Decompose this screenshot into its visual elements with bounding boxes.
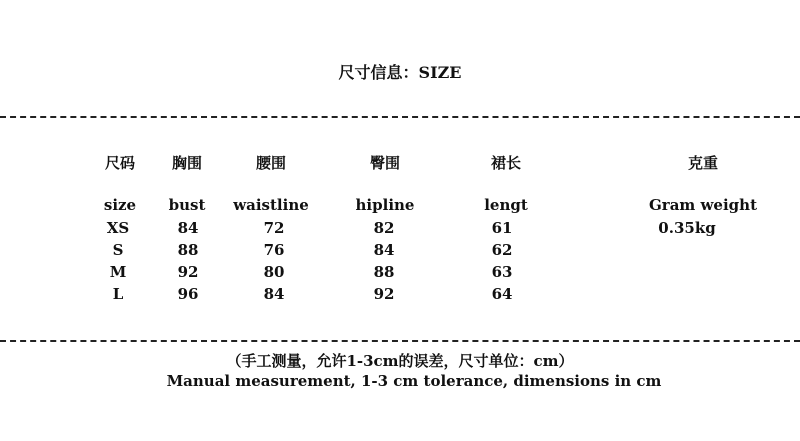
header-zh-length: 裙长 bbox=[490, 154, 522, 172]
header-zh-bust: 胸围 bbox=[171, 154, 203, 172]
table-cell-waist: 76 bbox=[263, 241, 285, 259]
table-cell-size: M bbox=[109, 263, 127, 281]
table-cell-waist: 84 bbox=[263, 285, 285, 303]
dashed-divider-bottom bbox=[0, 340, 800, 342]
header-zh-hip: 臀围 bbox=[369, 154, 401, 172]
table-cell-hip: 82 bbox=[373, 219, 395, 237]
header-en-bust: bust bbox=[168, 196, 206, 214]
table-cell-bust: 96 bbox=[177, 285, 199, 303]
header-zh-size: 尺码 bbox=[104, 154, 136, 172]
header-zh-weight: 克重 bbox=[687, 154, 719, 172]
note-english: Manual measurement, 1-3 cm tolerance, dimensions in cm bbox=[166, 372, 662, 390]
page-title: 尺寸信息：SIZE bbox=[338, 63, 462, 82]
header-en-hip: hipline bbox=[355, 196, 415, 214]
table-cell-length: 64 bbox=[491, 285, 513, 303]
table-cell-length: 61 bbox=[491, 219, 513, 237]
table-cell-hip: 88 bbox=[373, 263, 395, 281]
table-cell-bust: 92 bbox=[177, 263, 199, 281]
table-cell-bust: 84 bbox=[177, 219, 199, 237]
table-cell-hip: 84 bbox=[373, 241, 395, 259]
table-cell-size: XS bbox=[106, 219, 130, 237]
header-en-size: size bbox=[103, 196, 137, 214]
table-cell-bust: 88 bbox=[177, 241, 199, 259]
table-cell-weight: 0.35kg bbox=[658, 219, 716, 237]
table-cell-size: S bbox=[112, 241, 124, 259]
table-cell-length: 62 bbox=[491, 241, 513, 259]
dashed-divider-top bbox=[0, 116, 800, 118]
note-chinese: （手工测量，允许1-3cm的误差，尺寸单位：cm） bbox=[226, 352, 574, 370]
header-en-length: lengt bbox=[484, 196, 528, 214]
table-cell-waist: 80 bbox=[263, 263, 285, 281]
table-cell-length: 63 bbox=[491, 263, 513, 281]
table-cell-waist: 72 bbox=[263, 219, 285, 237]
table-cell-hip: 92 bbox=[373, 285, 395, 303]
header-en-waist: waistline bbox=[233, 196, 309, 214]
header-en-weight: Gram weight bbox=[648, 196, 758, 214]
header-zh-waist: 腰围 bbox=[255, 154, 287, 172]
table-cell-size: L bbox=[112, 285, 124, 303]
